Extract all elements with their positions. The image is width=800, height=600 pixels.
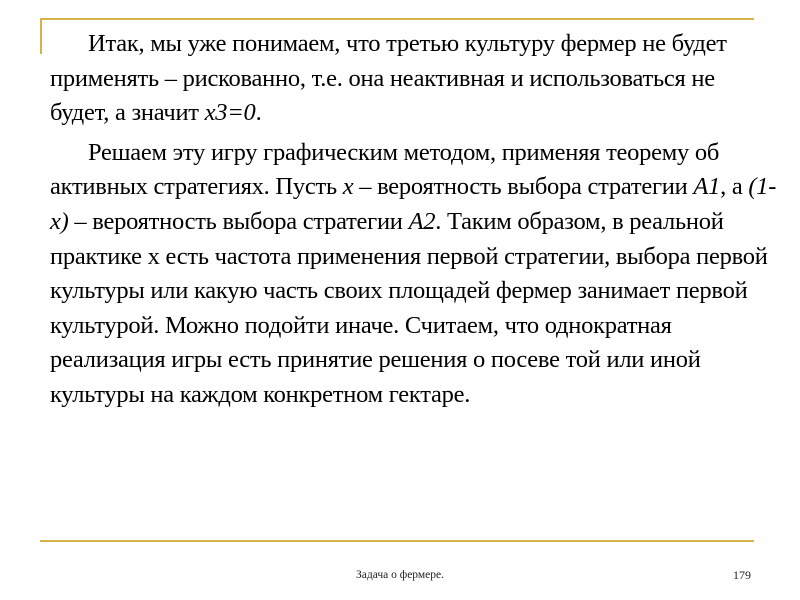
- p1-seg-0: Итак, мы уже понимаем, что третью культуру фермер не будет применять – рискованно, т.е. она неактивная и использоваться не будет, а значит: [50, 30, 727, 127]
- p2-seg-5: (1-x): [50, 173, 777, 235]
- p2-seg-8: . Таким образом, в реальной практике x есть частота применения первой стратегии, выбора первой культуры или какую часть своих площадей фермер занимает первой культурой. Можно подойти иначе. Считаем, что однократная реализация игры есть принятие решения о посеве той или иной культуры на каждом конкретном гектаре.: [50, 207, 768, 408]
- paragraph-2: [50, 136, 778, 413]
- p2-seg-3: A1: [693, 173, 721, 201]
- footer-title: Задача о фермере.: [356, 569, 444, 581]
- paragraph-1: [50, 27, 778, 131]
- slide-body: [50, 27, 778, 413]
- p2-seg-1: x: [342, 173, 354, 201]
- p2-seg-2: – вероятность выбора стратегии: [353, 173, 694, 201]
- p1-seg-1: x3=0: [204, 99, 256, 127]
- bottom-decorative-rule: [40, 540, 754, 542]
- p2-seg-6: – вероятность выбора стратегии: [68, 207, 409, 235]
- left-decorative-rule: [40, 18, 42, 54]
- p2-seg-7: A2: [408, 207, 436, 235]
- p1-seg-2: .: [255, 99, 262, 127]
- page-number: 179: [733, 568, 751, 582]
- p2-seg-4: , а: [720, 173, 749, 201]
- top-decorative-rule: [40, 18, 754, 20]
- p2-seg-0: Решаем эту игру графическим методом, применяя теорему об активных стратегиях. Пусть: [50, 138, 720, 201]
